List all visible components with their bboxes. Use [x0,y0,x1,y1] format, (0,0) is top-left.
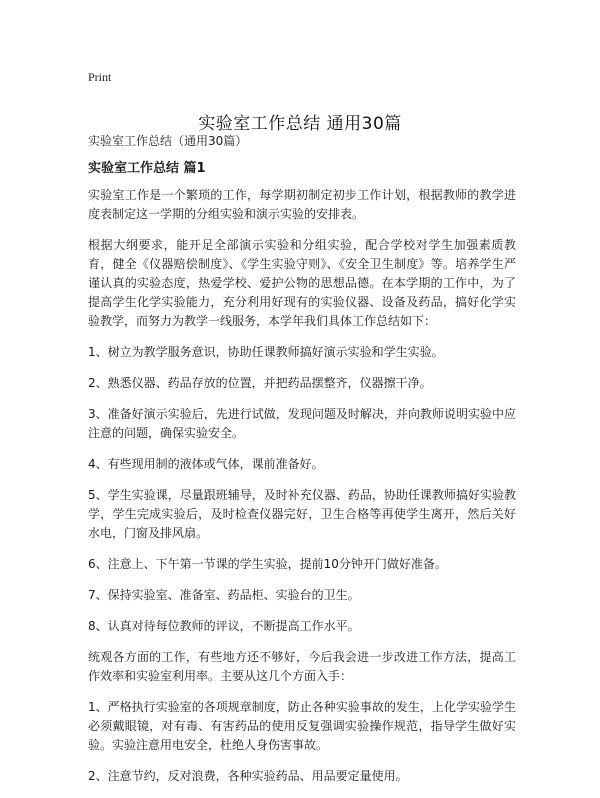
print-label: Print [88,70,112,84]
paragraph: 2、注意节约，反对浪费，各种实验药品、用品要定量使用。 [88,769,408,783]
paragraph: 4、有些现用制的液体或气体，课前准备好。 [88,457,324,471]
section-heading: 实验室工作总结 篇1 [88,161,206,176]
paragraph: 1、树立为教学服务意识，协助任课教师搞好演示实验和学生实验。 [88,345,444,359]
paragraph: 1、严格执行实验室的各项规章制度，防止各种实验事故的发生，上化学实验学生必须戴眼镜，对有毒、有害药品的使用反复强调实验操作规范，指导学生做好实验。实验注意用电安全，杜绝人身伤害事故。 [88,700,516,752]
document-subtitle: 实验室工作总结（通用30篇） [88,134,248,148]
page-title: 实验室工作总结 通用30篇 [198,114,402,135]
paragraph: 6、注意上、下午第一节课的学生实验，提前10分钟开门做好准备。 [88,557,447,571]
paragraph: 8、认真对待每位教师的评议，不断提高工作水平。 [88,619,360,633]
paragraph: 根据大纲要求，能开足全部演示实验和分组实验，配合学校对学生加强素质教育，健全《仪器赔偿制度》、《学生实验守则》、《安全卫生制度》等。培养学生严谨认真的实验态度，热爱学校、爱护公物的思想品德。在本学期的工作中，为了提高学生化学实验能力，充分利用好现有的实验仪器、设备及药品，搞好化学实验教学，而努力为教学一线服务，本学年我们具体工作总结如下： [88,238,516,328]
document-body [88,132,516,798]
paragraph: 5、学生实验课，尽量跟班辅导，及时补充仪器、药品，协助任课教师搞好实验教学，学生完成实验后，及时检查仪器完好，卫生合格等再使学生离开，然后关好水电，门窗及排风扇。 [88,488,516,540]
paragraph: 2、熟悉仪器、药品存放的位置，并把药品摆整齐，仪器擦干净。 [88,376,432,390]
paragraph: 统观各方面的工作，有些地方还不够好，今后我会进一步改进工作方法，提高工作效率和实验室利用率。主要从这几个方面入手： [88,650,516,683]
paragraph: 3、准备好演示实验后，先进行试做，发现问题及时解决，并向教师说明实验中应注意的问题，确保实验安全。 [88,407,516,440]
paragraph: 7、保持实验室、准备室、药品柜、实验台的卫生。 [88,588,360,602]
paragraph: 实验室工作是一个繁琐的工作，每学期初制定初步工作计划，根据教师的教学进度表制定这一学期的分组实验和演示实验的安排表。 [88,188,516,221]
